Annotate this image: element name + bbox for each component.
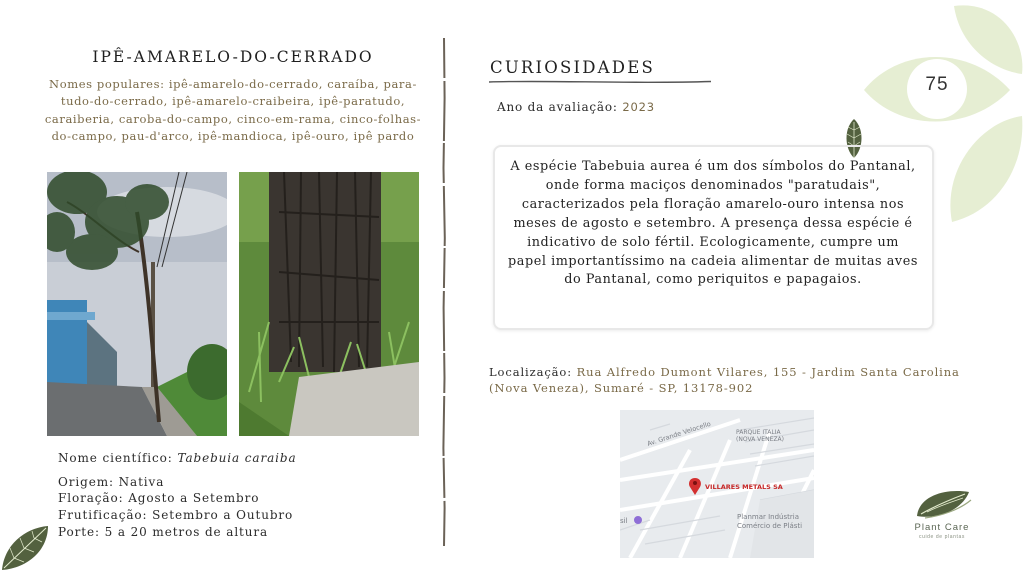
location-map[interactable] <box>620 410 814 558</box>
location-line <box>489 365 969 396</box>
species-title: IPÊ-AMARELO-DO-CERRADO <box>92 48 374 66</box>
trunk-photo <box>239 172 419 436</box>
scientific-label: Nome científico: <box>58 451 173 465</box>
map-pin-label: VILLARES METALS SA <box>705 483 783 491</box>
scientific-name-line <box>58 451 297 465</box>
heading-underline <box>489 79 711 85</box>
page-number: 75 <box>925 74 949 95</box>
map-poi-label-2: Comércio de Plásti <box>737 522 803 530</box>
brand-tagline: cuide de plantas <box>918 534 966 540</box>
evaluation-year-line <box>497 100 655 114</box>
brand-name: Plant Care <box>914 522 970 533</box>
size-line: Porte: 5 a 20 metros de altura <box>58 525 269 539</box>
evaluation-label: Ano da avaliação: <box>497 100 618 114</box>
column-divider <box>440 38 448 546</box>
location-address: Rua Alfredo Dumont Vilares, 155 - Jardim Santa Carolina (Nova Veneza), Sumaré - SP, 13178-902 <box>489 365 960 395</box>
map-area-label-1: PARQUE ITALIA <box>736 429 781 436</box>
scientific-name: Tabebuia caraiba <box>177 451 297 465</box>
fruiting-line: Frutificação: Setembro a Outubro <box>58 508 294 522</box>
leaf-icon <box>0 524 52 574</box>
map-poi-label-1: Planmar Indústria <box>737 513 799 521</box>
curiosity-text: A espécie Tabebuia aurea é um dos símbolos do Pantanal, onde forma maciços denominados "paratudais", caracterizados pela floração amarelo-ouro intensa nos meses de agosto e setembro. A presença dessa espécie é indicativo de solo fértil. Ecologicamente, cumpre um papel importantíssimo na cadeia alimentar de muitas aves do Pantanal, como periquitos e papagaios. <box>508 159 918 288</box>
tree-photo <box>47 172 227 436</box>
leaf-shape <box>950 116 1022 222</box>
origin-line: Origem: Nativa <box>58 475 165 489</box>
map-poi-icon <box>634 516 642 524</box>
map-poi-left-label: sil <box>620 517 628 525</box>
curiosities-heading: CURIOSIDADES <box>490 58 655 77</box>
map-area-label-2: (NOVA VENEZA) <box>736 436 784 443</box>
location-label: Localização: <box>489 365 573 379</box>
map-street-label: Av. Grande Velocello <box>646 419 712 448</box>
popular-names: Nomes populares: ipê-amarelo-do-cerrado, caraíba, para-tudo-do-cerrado, ipê-amarelo-craibeira, ipê-paratudo, caraiberia, caroba-do-campo, cinco-em-rama, cinco-folhas-do-campo, pau-d'arco, ipê-mandioca, ipê-ouro, ipê pardo <box>44 77 422 143</box>
flowering-line: Floração: Agosto a Setembro <box>58 491 260 505</box>
evaluation-year: 2023 <box>622 100 655 114</box>
